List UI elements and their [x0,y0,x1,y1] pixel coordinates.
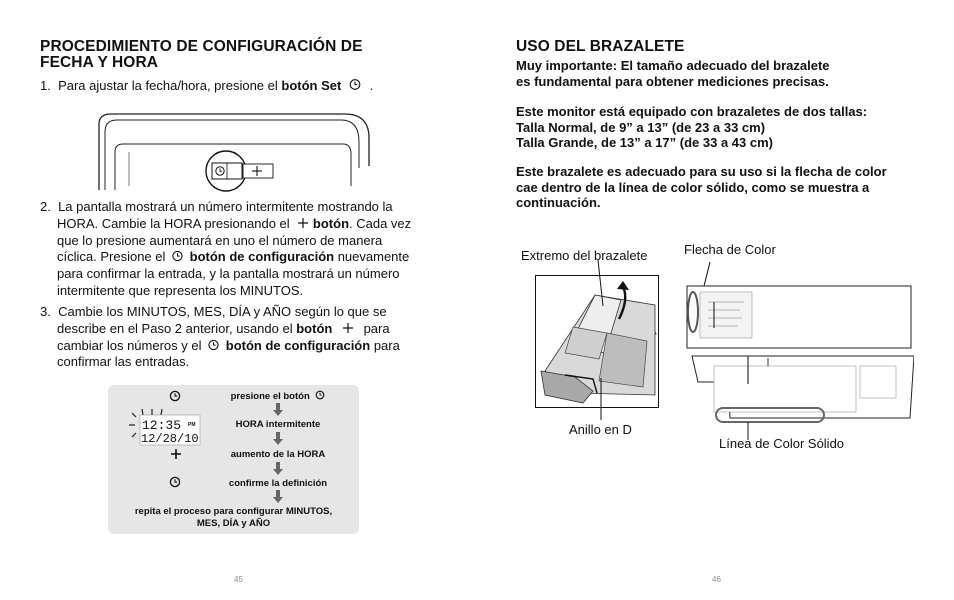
page-number-right: 46 [712,575,721,584]
lcd-display [128,407,203,447]
left-heading-line2: FECHA Y HORA [40,54,159,71]
right-heading: USO DEL BRAZALETE [516,38,685,55]
fit-note: Este brazalete es adecuado para su uso si la flecha de color cae dentro de la línea de color sólido, como se muestra a continuación. [516,164,887,210]
flow-step-confirm: confirme la definición [228,478,328,489]
step-3: 3. Cambie los MINUTOS, MES, DÍA y AÑO según lo que se describe en el Paso 2 anterior, usando el botón para cambiar los números y el botón de configuración para confirmar las entradas. [40,304,400,370]
leader-lines [590,260,626,420]
lcd-date: 12/28/10 [141,432,199,446]
step-1-text: Para ajustar la fecha/hora, presione el [58,78,278,93]
clock-icon [169,390,181,402]
flow-step-hour-blink: HORA intermitente [235,419,321,430]
flow-step-repeat: repita el proceso para configurar MINUTOS, MES, DÍA y AÑO [134,506,333,529]
step-1-number: 1. [40,78,51,93]
left-heading [40,39,460,71]
clock-icon [348,78,362,91]
label-cuff-end: Extremo del brazalete [521,248,648,263]
cuff-strip-diagrams [684,262,914,454]
important-note: Muy importante: El tamaño adecuado del brazalete es fundamental para obtener mediciones precisas. [516,58,830,89]
plus-icon [297,217,309,229]
label-solid-line: Línea de Color Sólido [719,436,845,451]
flow-step-press: presione el botón [208,390,348,402]
lcd-pm: PM [188,422,196,428]
clock-icon [315,390,325,400]
label-d-ring: Anillo en D [569,422,632,437]
step-1: 1. Para ajustar la fecha/hora, presione el botón Set . [40,78,374,93]
down-arrow-icon [273,403,283,417]
plus-icon [170,448,182,460]
device-button-panel [206,151,246,191]
step-2: 2. La pantalla mostrará un número intermitente mostrando la HORA. Cambie la HORA presionando el botón. Cada vez que lo presione aumentará en uno el número de manera cíclica. Presione el botón de configuración nuevamente para confirmar la entrada, y la pantalla mostrará un número intermitente que representa los MINUTOS. [40,199,412,298]
device-illustration [95,108,385,194]
lcd-time: 12:35 [142,418,182,433]
flow-box [108,385,359,534]
down-arrow-icon [273,432,283,446]
flow-step-hour-up: aumento de la HORA [230,449,326,460]
plus-icon [342,322,354,334]
clock-icon [169,476,181,488]
left-heading-line1: PROCEDIMIENTO DE CONFIGURACIÓN DE [40,38,363,55]
down-arrow-icon [273,490,283,504]
clock-icon [171,250,184,262]
page-number-left: 45 [234,575,243,584]
clock-icon [207,339,220,351]
down-arrow-icon [273,462,283,476]
label-color-arrow: Flecha de Color [684,242,776,257]
step-1-set-button-label: botón Set [281,78,342,93]
sizes-note: Este monitor está equipado con brazaletes de dos tallas: Talla Normal, de 9” a 13” (de 23 a 33 cm) Talla Grande, de 13” a 17” (de 33 a 43 cm) [516,104,868,150]
